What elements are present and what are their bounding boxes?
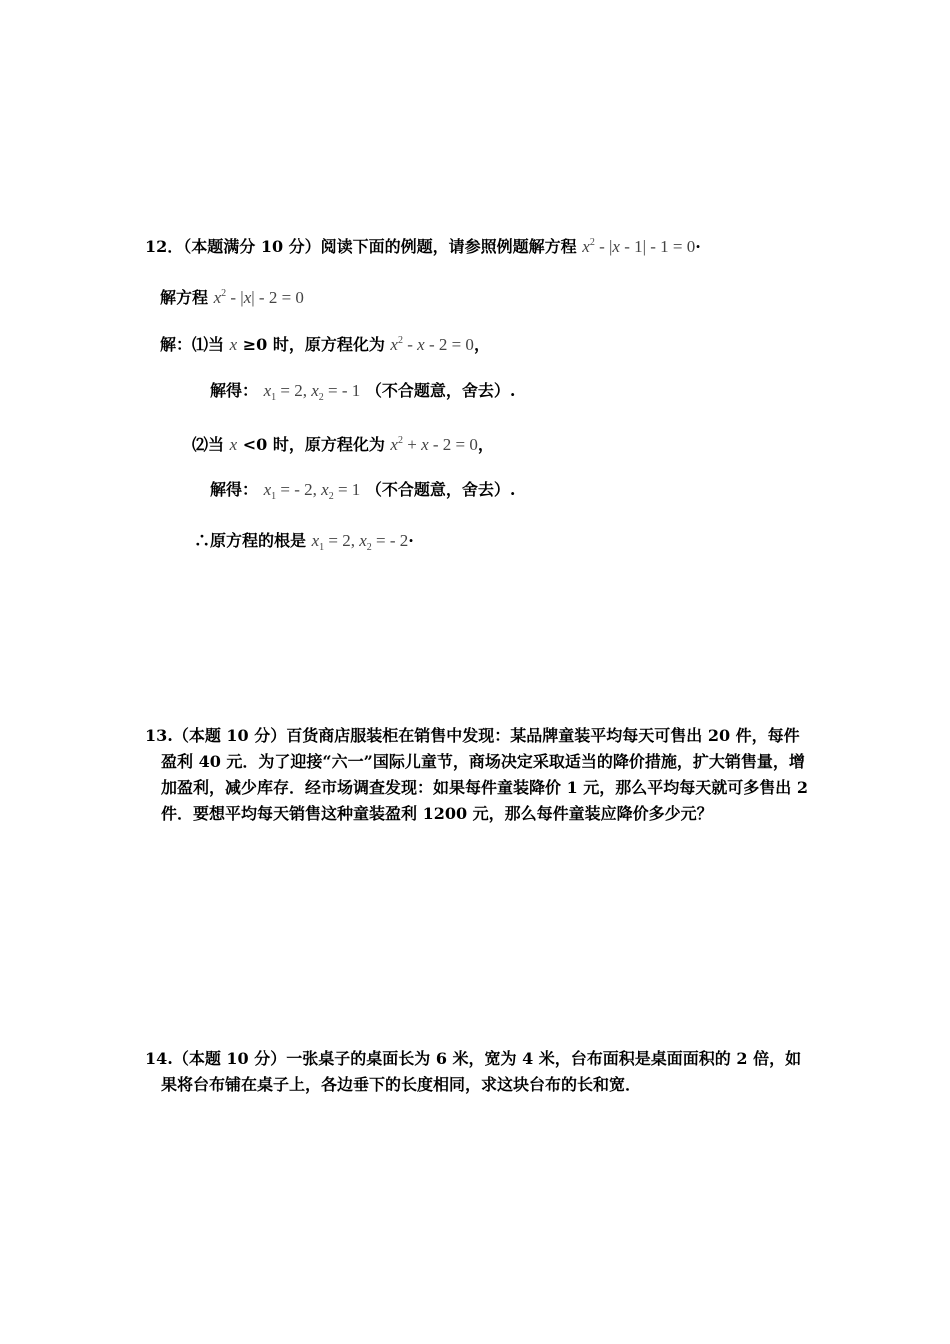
q12-case2-condition: <0 时，原方程化为 [242,435,385,454]
q12-example-line [160,283,304,309]
q12-example-equation: $x^2 - |x| - 2 = 0$ [213,288,304,307]
q12-conclusion-dot: · [408,531,414,550]
q12-case2-reject: （不合题意，舍去）. [365,480,516,499]
q12-case2-label: ⑵当 [192,435,225,454]
q14-block [145,1046,811,1098]
q12-conclusion [194,530,414,559]
q12-heading [145,232,701,258]
q12-target-equation: $x^2 - |x - 1| - 1 = 0$ [582,237,696,256]
q12-case2-var: x [229,435,238,454]
q12-case2-get-label: 解得： [210,480,259,499]
q12-solution-label: 解：⑴当 [160,335,225,354]
q12-case2-equation: $x^2 + x - 2 = 0$ [390,435,478,454]
q12-case1-equation: $x^2 - x - 2 = 0$ [390,335,474,354]
q12-case2-result [210,479,515,508]
q12-case1-get-label: 解得： [210,381,259,400]
q13-text: 13.（本题 10 分）百货商店服装柜在销售中发现：某品牌童装平均每天可售出 20 件，每件盈利 40 元．为了迎接“六一”国际儿童节，商场决定采取适当的降价措施，扩大销售量，增加盈利，减少库存．经市场调查发现：如果每件童装降价 1 元，那么平均每天就可多售出 2 件．要想平均每天销售这种童装盈利 1200 元，那么每件童装应降价多少元？ [145,726,808,823]
q12-conclusion-label: ∴原方程的根是 [194,531,307,550]
q12-heading-text: 12．（本题满分 10 分）阅读下面的例题，请参照例题解方程 [145,237,577,256]
q12-case1-reject: （不合题意，舍去）. [365,381,516,400]
q12-case1-result [210,380,515,409]
q12-case1-line [160,330,490,356]
q12-case1-var: x [229,335,238,354]
q12-case2-comma: ， [477,435,494,454]
q12-case1-condition: ≥0 时，原方程化为 [242,335,385,354]
q12-case1-comma: ， [473,335,490,354]
q14-text: 14.（本题 10 分）一张桌子的桌面长为 6 米，宽为 4 米，台布面积是桌面面积的 2 倍，如果将台布铺在桌子上，各边垂下的长度相同，求这块台布的长和宽． [145,1049,802,1094]
q12-case2-roots: $x_1$ = - 2, $x_2 = 1$ [263,480,361,502]
q12-case2-line [192,430,494,456]
q12-example-label: 解方程 [160,288,209,307]
q12-final-roots: $x_1 = 2$, $x_2$ = - 2 [311,531,409,553]
q12-heading-dot: · [695,237,701,256]
q12-case1-roots: $x_1 = 2$, $x_2$ = - 1 [263,381,361,403]
q13-block [145,723,811,827]
